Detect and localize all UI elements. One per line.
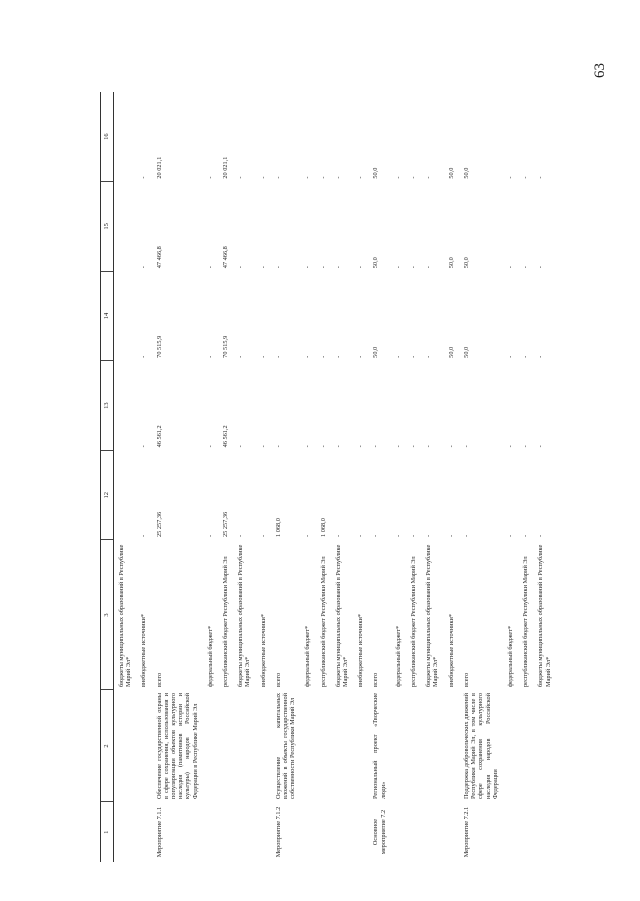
activity-code-cell	[114, 802, 137, 862]
amount-cell: 50,0	[447, 167, 455, 179]
activity-description-cell	[300, 690, 315, 802]
amount-cell: -	[274, 266, 282, 269]
amount-cell: -	[319, 176, 327, 179]
amount-cell: 20 021,1	[155, 156, 163, 179]
funding-source-cell: всего	[462, 672, 470, 687]
amount-cell: -	[425, 176, 433, 179]
amount-cell: 50,0	[462, 346, 470, 358]
amount-cell: 50,0	[372, 346, 380, 358]
amount-cell: -	[357, 534, 365, 537]
amount-cell	[114, 361, 137, 451]
amount-cell	[114, 450, 137, 540]
activity-description-cell: Региональный проект «Творческие люди»	[372, 693, 387, 799]
amount-cell: -	[447, 445, 455, 448]
amount-cell: -	[537, 355, 545, 358]
funding-source-cell: бюджеты муниципальных образований в Республике Марий Эл*	[425, 544, 440, 687]
funding-source-cell: всего	[155, 672, 163, 687]
amount-cell: -	[447, 534, 455, 537]
amount-cell: -	[410, 534, 418, 537]
funding-source-cell: бюджеты муниципальных образований в Республике Марий Эл*	[118, 544, 133, 687]
amount-cell: -	[237, 355, 245, 358]
table-row	[256, 92, 271, 862]
amount-cell: -	[410, 445, 418, 448]
activity-code-cell	[406, 802, 421, 862]
activity-code-cell	[533, 802, 555, 862]
table-row	[331, 92, 353, 862]
table-row	[391, 92, 406, 862]
activity-description-cell	[406, 690, 421, 802]
amount-cell: -	[334, 355, 342, 358]
amount-cell: -	[522, 534, 530, 537]
col-header-15: 15	[101, 182, 114, 272]
amount-cell: -	[357, 266, 365, 269]
table-row	[421, 92, 443, 862]
activity-code-cell	[136, 802, 151, 862]
table-row	[271, 92, 301, 862]
amount-cell: -	[522, 266, 530, 269]
amount-cell: 50,0	[447, 257, 455, 269]
amount-cell: 50,0	[462, 257, 470, 269]
table-row	[353, 92, 368, 862]
amount-cell: -	[425, 534, 433, 537]
amount-cell: -	[206, 176, 214, 179]
amount-cell	[114, 271, 137, 361]
amount-cell: -	[506, 445, 514, 448]
amount-cell: -	[140, 266, 148, 269]
amount-cell: -	[334, 176, 342, 179]
activity-code-cell: Мероприятие 7.1.2	[274, 806, 282, 858]
funding-source-cell: бюджеты муниципальных образований в Республике Марий Эл*	[237, 544, 252, 687]
amount-cell: -	[506, 176, 514, 179]
amount-cell: -	[237, 534, 245, 537]
amount-cell: -	[237, 445, 245, 448]
amount-cell: -	[334, 266, 342, 269]
activity-description-cell	[444, 690, 459, 802]
amount-cell: -	[259, 355, 267, 358]
funding-source-cell: внебюджетные источники*	[140, 613, 148, 687]
amount-cell: 50,0	[372, 167, 380, 179]
activity-code-cell	[331, 802, 353, 862]
amount-cell: -	[425, 355, 433, 358]
amount-cell: -	[410, 176, 418, 179]
amount-cell: -	[304, 534, 312, 537]
amount-cell: -	[334, 534, 342, 537]
amount-cell: -	[372, 534, 380, 537]
funding-source-cell: федеральный бюджет*	[304, 625, 312, 687]
activity-description-cell: Обеспечение государственной охраны в сфере сохранения, использования и популяризации объектов культурного наследия (памятников истории и культуры) народов Российской Федерации в Республике Марий Эл	[155, 693, 199, 799]
amount-cell: -	[357, 355, 365, 358]
activity-description-cell	[114, 690, 137, 802]
amount-cell	[114, 92, 137, 182]
amount-cell: 1 068,0	[319, 518, 327, 537]
activity-description-cell	[203, 690, 218, 802]
activity-description-cell	[331, 690, 353, 802]
activity-code-cell	[300, 802, 315, 862]
table-row	[152, 92, 203, 862]
amount-cell: -	[274, 355, 282, 358]
activity-code-cell	[353, 802, 368, 862]
amount-cell: -	[274, 445, 282, 448]
funding-source-cell: всего	[372, 672, 380, 687]
activity-description-cell: Поддержка добровольческих движений Республики Марий Эл, в том числе в сфере сохранения культурного наследия народов Российской Федерации	[462, 693, 499, 799]
amount-cell: -	[506, 534, 514, 537]
activity-code-cell	[421, 802, 443, 862]
amount-cell: 1 068,0	[274, 518, 282, 537]
activity-description-cell: Осуществление капитальных вложений в объекты государственной собственности Республики Марий Эл	[274, 693, 297, 799]
amount-cell: 46 561,2	[222, 425, 230, 448]
col-header-1: 1	[101, 802, 114, 862]
amount-cell: -	[259, 176, 267, 179]
amount-cell: -	[140, 176, 148, 179]
funding-source-cell: внебюджетные источники*	[447, 613, 455, 687]
amount-cell: -	[206, 445, 214, 448]
amount-cell: -	[357, 445, 365, 448]
activity-code-cell	[256, 802, 271, 862]
funding-source-cell: бюджеты муниципальных образований в Республике Марий Эл*	[537, 544, 552, 687]
amount-cell: 20 021,1	[222, 156, 230, 179]
col-header-14: 14	[101, 271, 114, 361]
amount-cell: -	[304, 445, 312, 448]
amount-cell: 50,0	[462, 167, 470, 179]
amount-cell: -	[372, 445, 380, 448]
amount-cell: -	[319, 445, 327, 448]
budget-table	[100, 92, 556, 862]
amount-cell: -	[140, 445, 148, 448]
activity-code-cell	[503, 802, 518, 862]
amount-cell: -	[537, 266, 545, 269]
funding-source-cell: федеральный бюджет*	[206, 625, 214, 687]
activity-code-cell: Мероприятие 7.1.1	[155, 806, 163, 858]
amount-cell: -	[304, 266, 312, 269]
amount-cell: -	[274, 176, 282, 179]
amount-cell: -	[206, 534, 214, 537]
table-row	[203, 92, 218, 862]
amount-cell: -	[394, 534, 402, 537]
amount-cell: -	[140, 355, 148, 358]
amount-cell: -	[410, 355, 418, 358]
amount-cell: 46 561,2	[155, 425, 163, 448]
amount-cell	[114, 182, 137, 272]
amount-cell: -	[425, 266, 433, 269]
activity-description-cell	[136, 690, 151, 802]
amount-cell: -	[394, 266, 402, 269]
funding-source-cell: республиканский бюджет Республики Марий Эл	[319, 556, 327, 687]
amount-cell: -	[410, 266, 418, 269]
amount-cell: -	[462, 445, 470, 448]
activity-description-cell	[533, 690, 555, 802]
amount-cell: -	[506, 355, 514, 358]
page-number: 63	[592, 63, 608, 78]
amount-cell: -	[537, 176, 545, 179]
table-row	[233, 92, 255, 862]
amount-cell: -	[522, 176, 530, 179]
col-header-3: 3	[101, 540, 114, 690]
amount-cell: -	[506, 266, 514, 269]
amount-cell: -	[237, 176, 245, 179]
funding-source-cell: федеральный бюджет*	[394, 625, 402, 687]
funding-source-cell: внебюджетные источники*	[259, 613, 267, 687]
col-header-16: 16	[101, 92, 114, 182]
amount-cell: 70 515,9	[155, 335, 163, 358]
activity-description-cell	[391, 690, 406, 802]
activity-description-cell	[233, 690, 255, 802]
amount-cell: -	[206, 355, 214, 358]
col-header-2: 2	[101, 690, 114, 802]
funding-source-cell: федеральный бюджет*	[506, 625, 514, 687]
amount-cell: -	[259, 445, 267, 448]
activity-description-cell	[518, 690, 533, 802]
amount-cell: -	[394, 176, 402, 179]
amount-cell: -	[537, 445, 545, 448]
amount-cell: -	[140, 534, 148, 537]
table-row	[518, 92, 533, 862]
activity-code-cell	[233, 802, 255, 862]
table-body	[114, 92, 556, 862]
funding-source-cell: республиканский бюджет Республики Марий Эл	[410, 556, 418, 687]
amount-cell: 50,0	[447, 346, 455, 358]
activity-description-cell	[316, 690, 331, 802]
funding-source-cell: внебюджетные источники*	[357, 613, 365, 687]
header-row	[101, 92, 114, 862]
funding-source-cell: бюджеты муниципальных образований в Республике Марий Эл*	[334, 544, 350, 687]
amount-cell: -	[319, 355, 327, 358]
activity-description-cell	[503, 690, 518, 802]
amount-cell: -	[425, 445, 433, 448]
col-header-12: 12	[101, 450, 114, 540]
table-row	[316, 92, 331, 862]
amount-cell: 47 466,8	[155, 246, 163, 269]
table-row	[533, 92, 555, 862]
amount-cell: 70 515,9	[222, 335, 230, 358]
amount-cell: 25 257,36	[155, 511, 163, 537]
amount-cell: 50,0	[372, 257, 380, 269]
amount-cell: -	[319, 266, 327, 269]
table-row	[114, 92, 137, 862]
funding-source-cell: республиканский бюджет Республики Марий Эл	[522, 556, 530, 687]
amount-cell: -	[394, 355, 402, 358]
funding-source-cell: республиканский бюджет Республики Марий Эл	[222, 556, 230, 687]
table-row	[444, 92, 459, 862]
activity-description-cell	[353, 690, 368, 802]
amount-cell: 47 466,8	[222, 246, 230, 269]
activity-code-cell: Мероприятие 7.2.1	[462, 806, 470, 858]
table-row	[300, 92, 315, 862]
activity-code-cell	[203, 802, 218, 862]
table-row	[503, 92, 518, 862]
amount-cell: -	[304, 355, 312, 358]
amount-cell: -	[462, 534, 470, 537]
activity-code-cell	[218, 802, 233, 862]
amount-cell: -	[237, 266, 245, 269]
activity-description-cell	[421, 690, 443, 802]
funding-source-cell: всего	[274, 672, 282, 687]
activity-description-cell	[256, 690, 271, 802]
amount-cell: -	[259, 534, 267, 537]
amount-cell: -	[206, 266, 214, 269]
table-row	[136, 92, 151, 862]
amount-cell: -	[334, 445, 342, 448]
activity-code-cell	[391, 802, 406, 862]
amount-cell: -	[304, 176, 312, 179]
amount-cell: -	[522, 355, 530, 358]
activity-description-cell	[218, 690, 233, 802]
table-row	[459, 92, 503, 862]
amount-cell: -	[522, 445, 530, 448]
table-row	[368, 92, 390, 862]
activity-code-cell	[518, 802, 533, 862]
amount-cell: -	[259, 266, 267, 269]
table-row	[218, 92, 233, 862]
table-row	[406, 92, 421, 862]
amount-cell: -	[394, 445, 402, 448]
amount-cell: -	[357, 176, 365, 179]
activity-code-cell	[316, 802, 331, 862]
amount-cell: 25 257,36	[222, 511, 230, 537]
col-header-13: 13	[101, 361, 114, 451]
activity-code-cell: Основное мероприятие 7.2	[372, 809, 387, 855]
activity-code-cell	[444, 802, 459, 862]
rotated-table-container	[100, 92, 605, 862]
amount-cell: -	[537, 534, 545, 537]
